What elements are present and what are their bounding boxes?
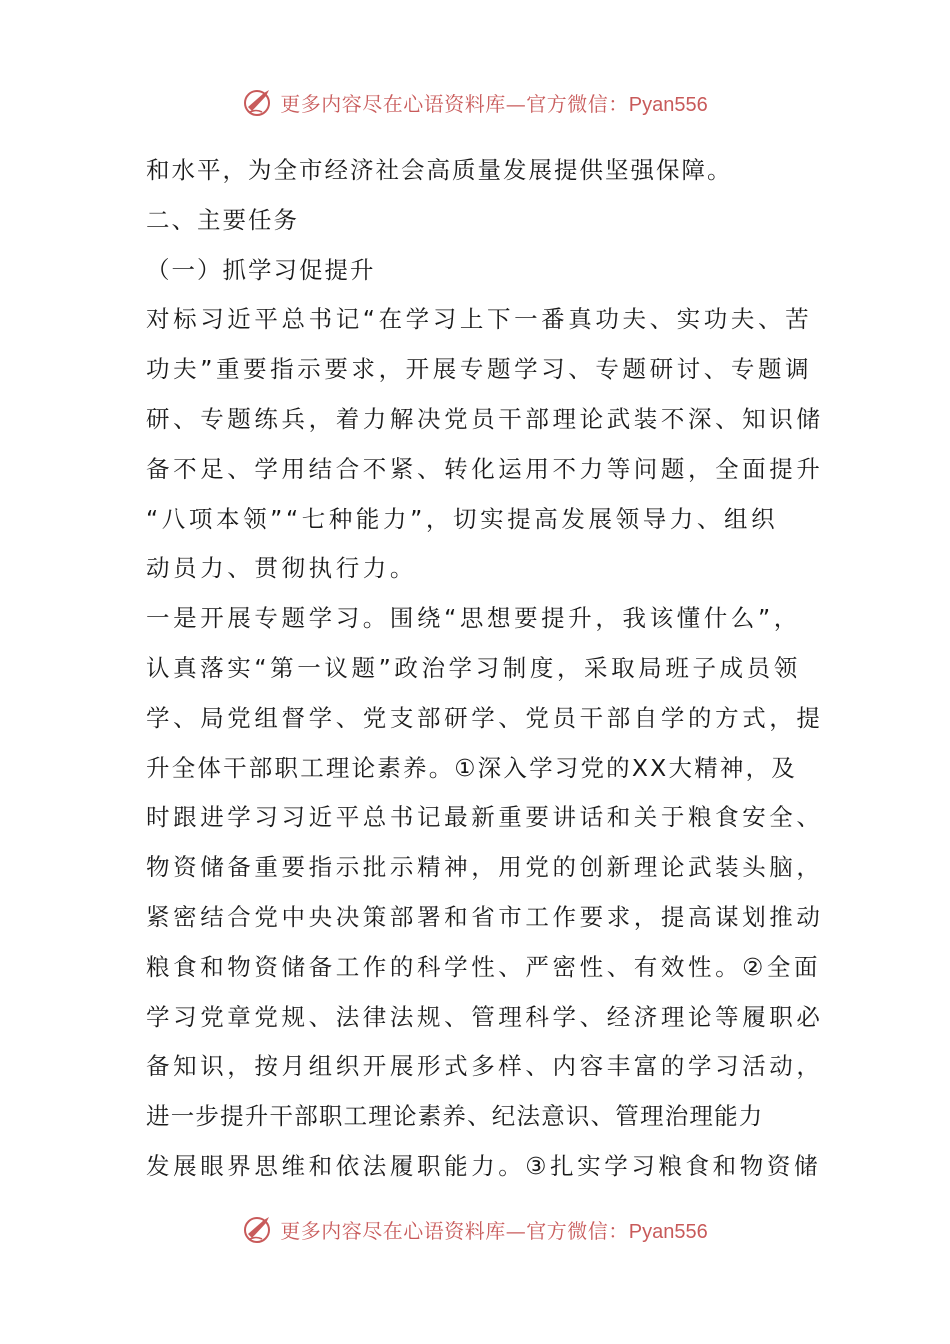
document-body xyxy=(146,146,824,1192)
text-line: 紧密结合党中央决策部署和省市工作要求，提高谋划推动 xyxy=(146,902,824,931)
subsection-heading: （一）抓学习促提升 xyxy=(146,255,376,284)
footer-watermark xyxy=(0,1207,950,1251)
text-line: 动员力、贯彻执行力。 xyxy=(146,554,417,583)
text-line: 物资储备重要指示批示精神，用党的创新理论武装头脑， xyxy=(146,853,824,882)
text-line: 学习党章党规、法律法规、管理科学、经济理论等履职必 xyxy=(146,1002,824,1031)
text-line: 和水平，为全市经济社会高质量发展提供坚强保障。 xyxy=(146,156,733,184)
header-watermark xyxy=(0,80,950,124)
watermark-text xyxy=(280,88,707,117)
text-line: 粮食和物资储备工作的科学性、严密性、有效性。②全面 xyxy=(146,952,822,981)
text-line: 功夫”重要指示要求，开展专题学习、专题研讨、专题调 xyxy=(146,355,813,384)
pen-logo-icon xyxy=(242,85,276,119)
text-line: 升全体干部职工理论素养。①深入学习党的XX大精神，及 xyxy=(146,753,797,782)
section-heading: 二、主要任务 xyxy=(146,205,299,234)
watermark-label: 更多内容尽在心语资料库—官方微信： xyxy=(280,91,629,116)
text-line: 发展眼界思维和依法履职能力。③扎实学习粮食和物资储 xyxy=(146,1151,822,1180)
watermark-wechat-id: Pyan556 xyxy=(628,93,708,116)
text-line: 一是开展专题学习。围绕“思想要提升，我该懂什么”， xyxy=(146,604,801,633)
text-line: 学、局党组督学、党支部研学、党员干部自学的方式，提 xyxy=(146,703,824,732)
text-line: 备知识，按月组织开展形式多样、内容丰富的学习活动， xyxy=(146,1052,824,1081)
text-line: 认真落实“第一议题”政治学习制度，采取局班子成员领 xyxy=(146,653,801,682)
text-line: 备不足、学用结合不紧、转化运用不力等问题，全面提升 xyxy=(146,454,824,483)
text-line: 对标习近平总书记“在学习上下一番真功夫、实功夫、苦 xyxy=(146,305,813,334)
watermark-label: 更多内容尽在心语资料库—官方微信： xyxy=(280,1218,629,1243)
text-line: 研、专题练兵，着力解决党员干部理论武装不深、知识储 xyxy=(146,404,824,433)
text-line: 时跟进学习习近平总书记最新重要讲话和关于粮食安全、 xyxy=(146,803,824,832)
watermark-text xyxy=(280,1215,707,1244)
pen-logo-icon xyxy=(242,1212,276,1246)
watermark-wechat-id: Pyan556 xyxy=(628,1220,708,1243)
text-line: “八项本领”“七种能力”，切实提高发展领导力、组织 xyxy=(146,504,779,533)
text-line: 进一步提升干部职工理论素养、纪法意识、管理治理能力 xyxy=(146,1102,764,1131)
